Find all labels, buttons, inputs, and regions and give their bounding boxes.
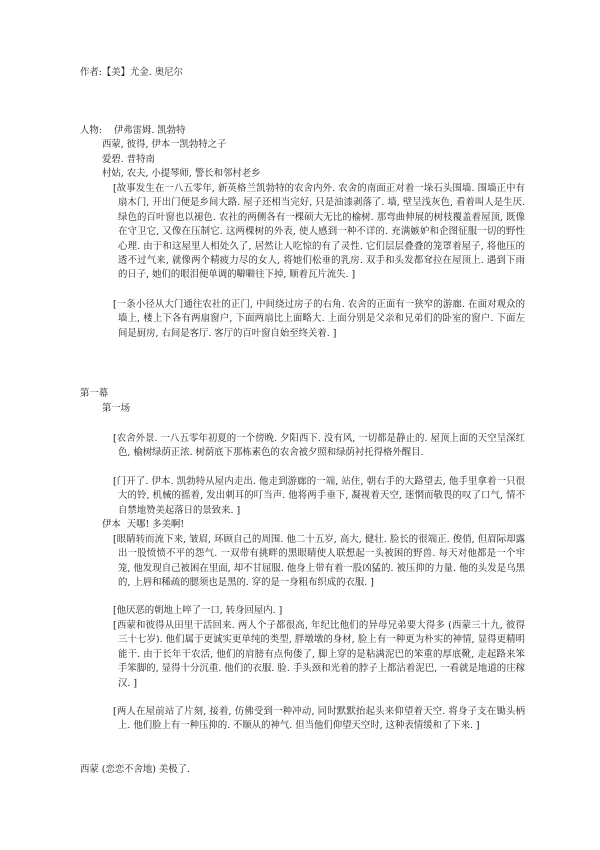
closing-dialogue: 西蒙 (恋恋不舍地) 美极了. (80, 764, 191, 775)
dialogue-text: 天哪! 多美啊! (126, 519, 185, 530)
characters-label: 人物: (80, 125, 102, 136)
dialogue-line (102, 518, 525, 532)
character-entry: 爱碧. 普特南 (102, 154, 155, 165)
characters-heading (80, 124, 525, 138)
stage-direction: [西蒙和彼得从田里干活回来. 两人个子都很高, 年纪比他们的异母兄弟要大得多 (西蒙三十九, 彼得三十七岁). 他们属于更诚实更单纯的类型, 胖墩墩的身材, 脸上有一种更为朴实的神情, 显得更精明能干. 由于长年干农活, 他们的肩膀有点佝偻了, 脚上穿的是粘满泥巴的笨重的厚底靴, 走起路来笨手笨脚的, 显得十分沉重. 他们的衣服. 脸. 手头颈和光着的脖子上都沾着泥巴, 一看就是地道的庄稼汉. ] (113, 620, 525, 689)
setting-paragraph: [故事发生在一八五零年, 新英格兰凯勃特的农舍内外. 农舍的南面正对着一垛石头围墙. 围墙正中有扇木门, 开出门便是乡间大路. 屋子还相当完好, 只是油漆剥落了. 墙, 壁呈浅灰色, 看着叫人是生厌. 绿色的百叶窗也以褪色. 农社的两侧各有一棵硕大无比的榆树. 那弯曲伸展的树枝覆盖着屋顶, 既像在守卫它, 又像在压制它. 这两棵树的外表, 使人感到一种不详的. 充满嫉妒和企图征服一切的野性心理. 由于和这屋里人相处久了, 居然让人吃惊的有了灵性. 它们层层叠叠的笼罩着屋子, 将他压的透不过气来, 就像两个精疲力尽的女人, 将她们松垂的乳房. 双手和头发都耷拉在屋顶上. 遇到下雨的日子, 她们的眼泪便单调的噼噼往下掉, 顺着瓦片流失. ] (113, 183, 525, 281)
setting-paragraph: [一条小径从大门通往农社的正门, 中间绕过房子的右角. 农舍的正面有一狭窄的游廊. 在面对观众的墙上, 楼上下各有两扇窗户, 下面两扇比上面略大. 上面分别是父亲和兄弟们的卧室的窗户. 下面左间是厨房, 右间是客厅. 客厅的百叶窗自始至终关着. ] (113, 299, 525, 339)
stage-direction: [眼睛转而流下来, 皱眉, 环顾自己的周围. 他二十五岁, 高大, 健壮. 脸长的很端正. 俊俏, 但眉际却露出一股愤愤不平的怨气. 一双带有挑畔的黑眼睛使人联想起一头被困的野兽. 每天对他都是一个牢笼, 他发现自己被困在里面, 却不甘屈服. 他身上带有着一股凶猛的. 被压抑的力量. 他的头发是乌黑的, 上唇和稀疏的腮须也是黑的. 穿的是一身粗布织成的衣服. ] (113, 534, 525, 589)
stage-direction: [两人在屋前站了片刻, 接着, 仿佛受到一种冲动, 同时默默抬起头来仰望着天空. 将身子支在锄头柄上. 他们脸上有一种压抑的. 不顺从的神气. 但当他们仰望天空时, 这种表情缓和了下来. ] (113, 706, 525, 732)
dialogue-speaker: 伊本 (102, 519, 121, 530)
character-entry: 伊弗雷姆. 凯勃特 (113, 125, 186, 136)
author-line: 作者:【美】尤金. 奥尼尔 (80, 67, 183, 78)
scene-title: 第一场 (102, 403, 131, 414)
character-entry: 村姑, 农夫, 小提琴师, 警长和邻村老乡 (102, 168, 261, 179)
character-entry: 西蒙, 彼得, 伊本一凯勃特之子 (102, 139, 227, 150)
act-title: 第一幕 (80, 388, 109, 399)
stage-direction: [门开了. 伊本. 凯勃特从屋内走出. 他走到游廊的一端, 站住, 朝右手的大路望去, 他手里拿着一只很大的铃, 机械的摇着, 发出刺耳的叮当声. 他将两手垂下, 凝视着天空, 迷惘而敬畏的叹了口气, 情不自禁地赞美起落日的景致来. ] (113, 476, 525, 516)
stage-direction: [他厌恶的朝地上啐了一口, 转身回屋内. ] (113, 605, 283, 616)
stage-direction: [农舍外景. 一八五零年初夏的一个傍晚. 夕阳西下. 没有风, 一切都是静止的. 屋顶上面的天空呈深红色, 榆树绿荫正浓. 树荫底下那栋素色的农舍被夕照和绿荫衬托得格外醒目. (113, 433, 525, 459)
